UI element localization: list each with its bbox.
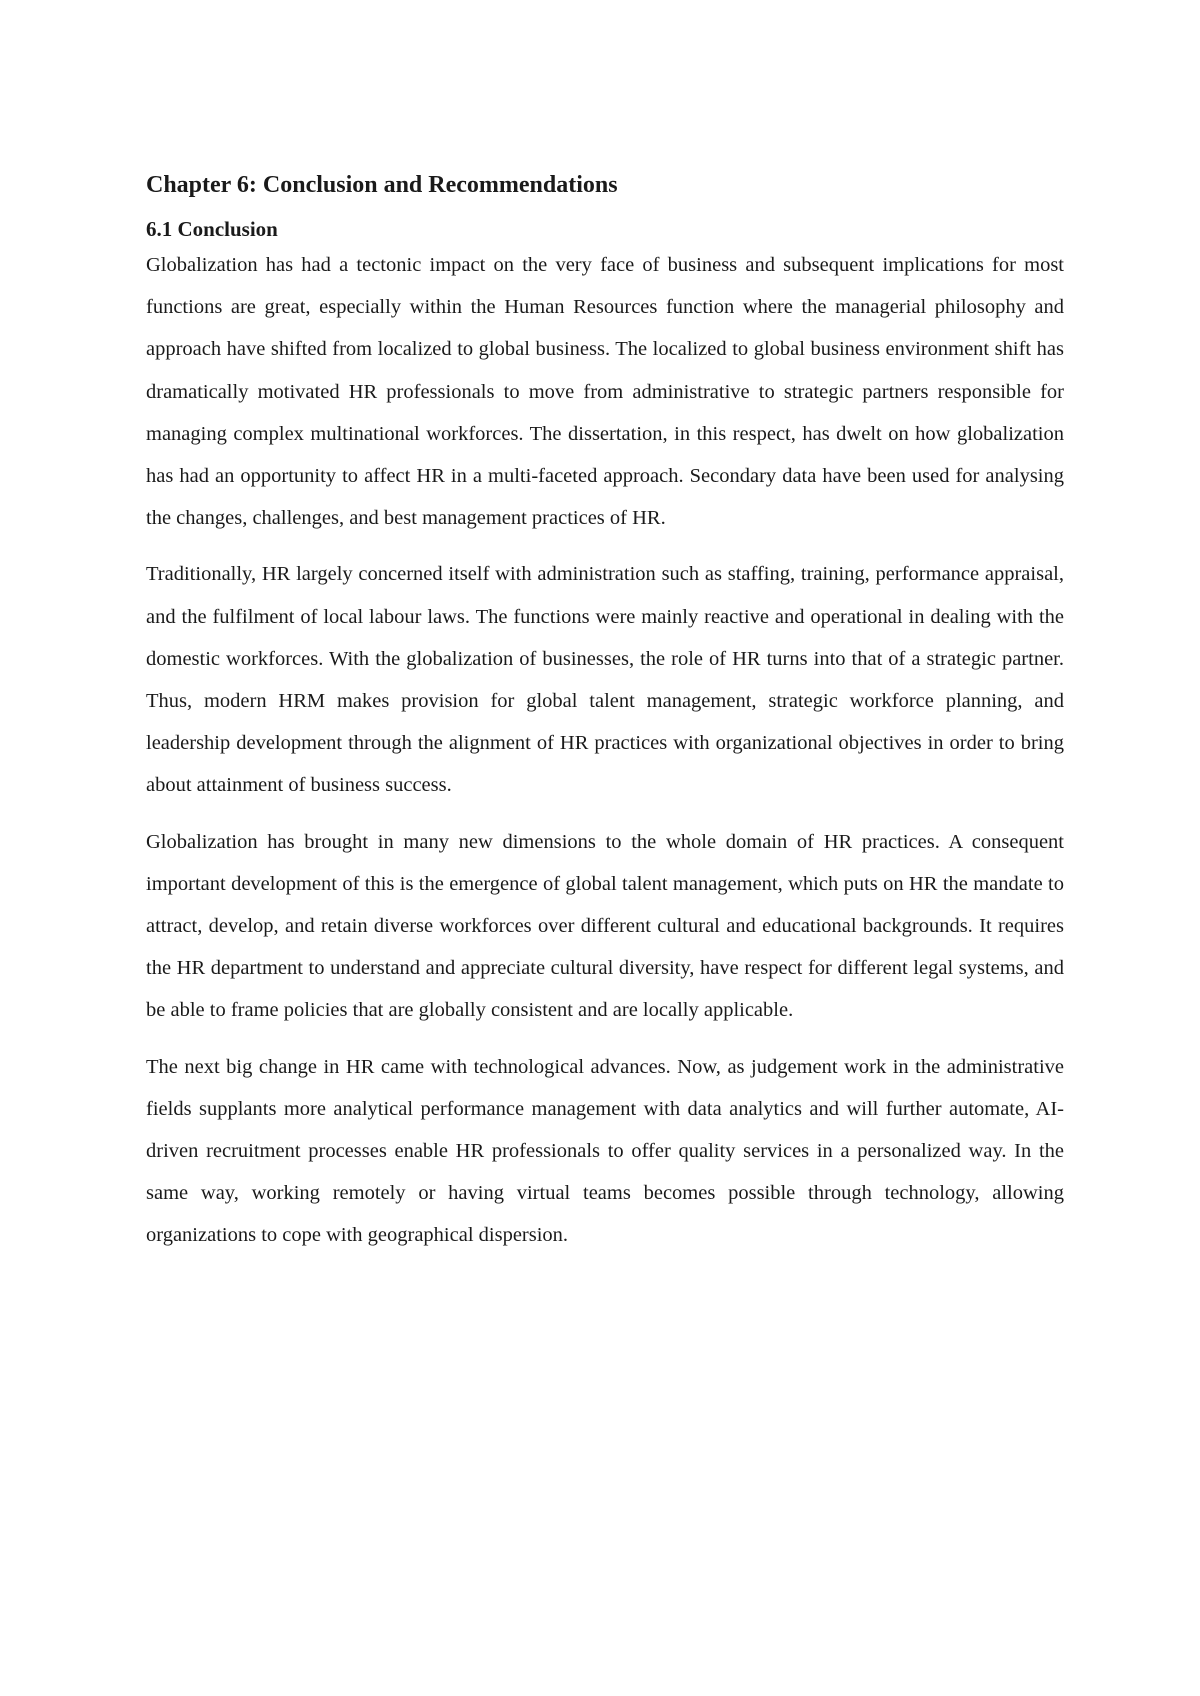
paragraph-2: Traditionally, HR largely concerned itself with administration such as staffing, training, performance appraisal, and the fulfilment of local labour laws. The functions were mainly reactive and operational in dealing with the domestic workforces. With the globalization of businesses, the role of HR turns into that of a strategic partner. Thus, modern HRM makes provision for global talent management, strategic workforce planning, and leadership development through the alignment of HR practices with organizational objectives in order to bring about attainment of business success. [146,563,1064,797]
chapter-title: Chapter 6: Conclusion and Recommendations [146,172,618,198]
document-body [146,168,1064,1271]
paragraph-4: The next big change in HR came with technological advances. Now, as judgement work in the administrative fields supplants more analytical performance management with data analytics and will further automate, AI-driven recruitment processes enable HR professionals to offer quality services in a personalized way. In the same way, working remotely or having virtual teams becomes possible through technology, allowing organizations to cope with geographical dispersion. [146,1055,1064,1247]
paragraph-1: Globalization has had a tectonic impact on the very face of business and subsequent implications for most functions are great, especially within the Human Resources function where the managerial philosophy and approach have shifted from localized to global business. The localized to global business environment shift has dramatically motivated HR professionals to move from administrative to strategic partners responsible for managing complex multinational workforces. The dissertation, in this respect, has dwelt on how globalization has had an opportunity to affect HR in a multi-faceted approach. Secondary data have been used for analysing the changes, challenges, and best management practices of HR. [146,254,1064,530]
paragraph-3: Globalization has brought in many new dimensions to the whole domain of HR practices. A consequent important development of this is the emergence of global talent management, which puts on HR the mandate to attract, develop, and retain diverse workforces over different cultural and educational backgrounds. It requires the HR department to understand and appreciate cultural diversity, have respect for different legal systems, and be able to frame policies that are globally consistent and are locally applicable. [146,830,1064,1022]
section-title: 6.1 Conclusion [146,217,278,241]
